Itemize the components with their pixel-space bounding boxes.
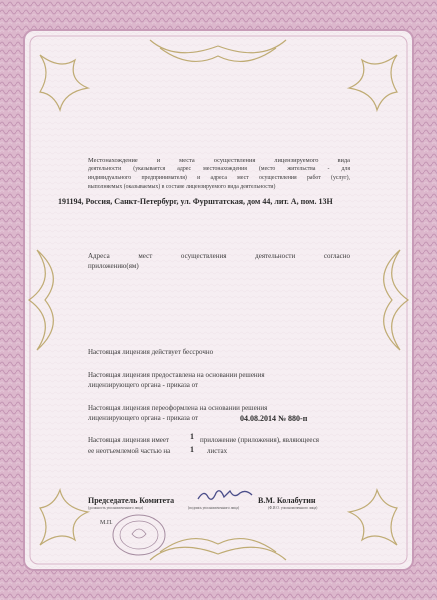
caption-signature: (подпись уполномоченного лица)	[188, 506, 240, 510]
signature	[196, 485, 256, 505]
caption-position: (должность уполномоченного лица)	[88, 506, 144, 510]
appendix-statement: приложение (приложения), являющееся	[200, 436, 320, 444]
appendix-count: 1	[190, 432, 194, 441]
caption-name: (Ф.И.О. уполномоченного лица)	[268, 506, 318, 510]
location-heading: выполняемых (оказываемых) в составе лицензируемого вида деятельности)	[88, 184, 276, 190]
order-number: 04.08.2014 № 880-п	[240, 414, 308, 423]
reissued-basis: лицензирующего органа - приказа от	[88, 414, 199, 422]
location-heading: деятельности (указывается адрес местонахождения (место жительства - для	[88, 166, 350, 172]
address-line: 191194, Россия, Санкт-Петербург, ул. Фурштатская, дом 44, лит. А, пом. 13Н	[58, 197, 333, 206]
signer-name: В.М. Колабутин	[258, 496, 316, 505]
granted-basis: Настоящая лицензия предоставлена на основании решения	[88, 371, 265, 379]
chairman-title: Председатель Комитета	[88, 496, 175, 505]
location-heading: Местонахождение и места осуществления лицензируемого вида	[88, 157, 350, 164]
validity-statement: Настоящая лицензия действует бессрочно	[88, 348, 214, 356]
granted-basis: лицензирующего органа - приказа от	[88, 381, 199, 389]
reissued-basis: Настоящая лицензия переоформлена на основании решения	[88, 404, 268, 412]
location-heading: индивидуального предпринимателя) и адреса мест осуществления работ (услуг),	[88, 175, 350, 181]
activity-places-label: Адреса мест осуществления деятельности согласно	[88, 252, 350, 260]
seal-placeholder: М.П.	[100, 520, 113, 526]
appendix-statement: Настоящая лицензия имеет	[88, 436, 170, 444]
activity-places-label: приложению(ям)	[88, 262, 139, 270]
sheets-count: 1	[190, 445, 194, 454]
seal-stamp	[110, 512, 168, 558]
appendix-statement: ее неотъемлемой частью на	[88, 447, 171, 455]
appendix-statement: листах	[207, 447, 228, 455]
